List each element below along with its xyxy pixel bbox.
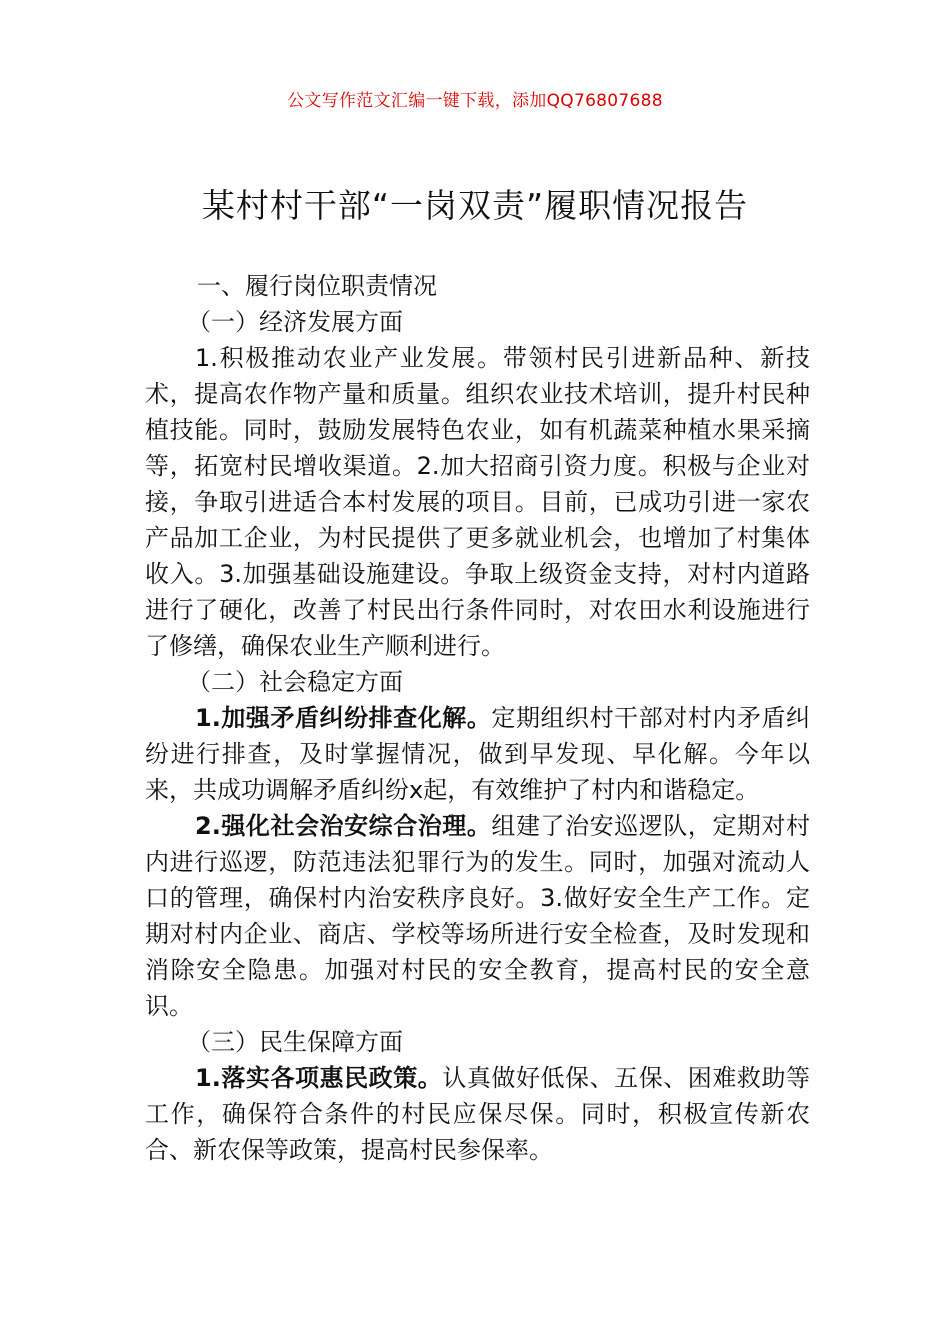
paragraph-lead: 1.加强矛盾纠纷排查化解。 (195, 704, 492, 732)
paragraph-economy: 1.积极推动农业产业发展。带领村民引进新品种、新技术，提高农作物产量和质量。组织农业技术培训，提升村民种植技能。同时，鼓励发展特色农业，如有机蔬菜种植水果采摘等，拓宽村民增收渠道。2.加大招商引资力度。积极与企业对接，争取引进适合本村发展的项目。目前，已成功引进一家农产品加工企业，为村民提供了更多就业机会，也增加了村集体收入。3.加强基础设施建设。争取上级资金支持，对村内道路进行了硬化，改善了村民出行条件同时，对农田水利设施进行了修缮，确保农业生产顺利进行。 (145, 344, 810, 660)
paragraph-welfare-policy (145, 1060, 810, 1168)
paragraph-text: 组建了治安巡逻队，定期对村内进行巡逻，防范违法犯罪行为的发生。同时，加强对流动人口的管理，确保村内治安秩序良好。3.做好安全生产工作。定期对村内企业、商店、学校等场所进行安全检查，及时发现和消除安全隐患。加强对村民的安全教育，提高村民的安全意识。 (145, 812, 810, 1020)
document-body (145, 268, 810, 1168)
subsection-heading-economy: （一）经济发展方面 (187, 308, 403, 336)
paragraph-public-security (145, 808, 810, 1024)
download-banner: 公文写作范文汇编一键下载，添加QQ76807688 (287, 91, 663, 111)
paragraph-text: 认真做好低保、五保、困难救助等工作，确保符合条件的村民应保尽保。同时，积极宣传新农合、新农保等政策，提高村民参保率。 (145, 1064, 810, 1164)
paragraph-lead: 2.强化社会治安综合治理。 (195, 812, 492, 840)
document-title: 某村村干部“一岗双责”履职情况报告 (201, 186, 749, 225)
paragraph-conflict-resolution (145, 700, 810, 808)
subsection-heading-stability: （二）社会稳定方面 (187, 668, 403, 696)
section-heading: 一、履行岗位职责情况 (197, 272, 437, 300)
paragraph-lead: 1.落实各项惠民政策。 (195, 1064, 443, 1092)
paragraph-text: 定期组织村干部对村内矛盾纠纷进行排查，及时掌握情况，做到早发现、早化解。今年以来，共成功调解矛盾纠纷x起，有效维护了村内和谐稳定。 (145, 704, 810, 804)
subsection-heading-livelihood: （三）民生保障方面 (187, 1028, 403, 1056)
